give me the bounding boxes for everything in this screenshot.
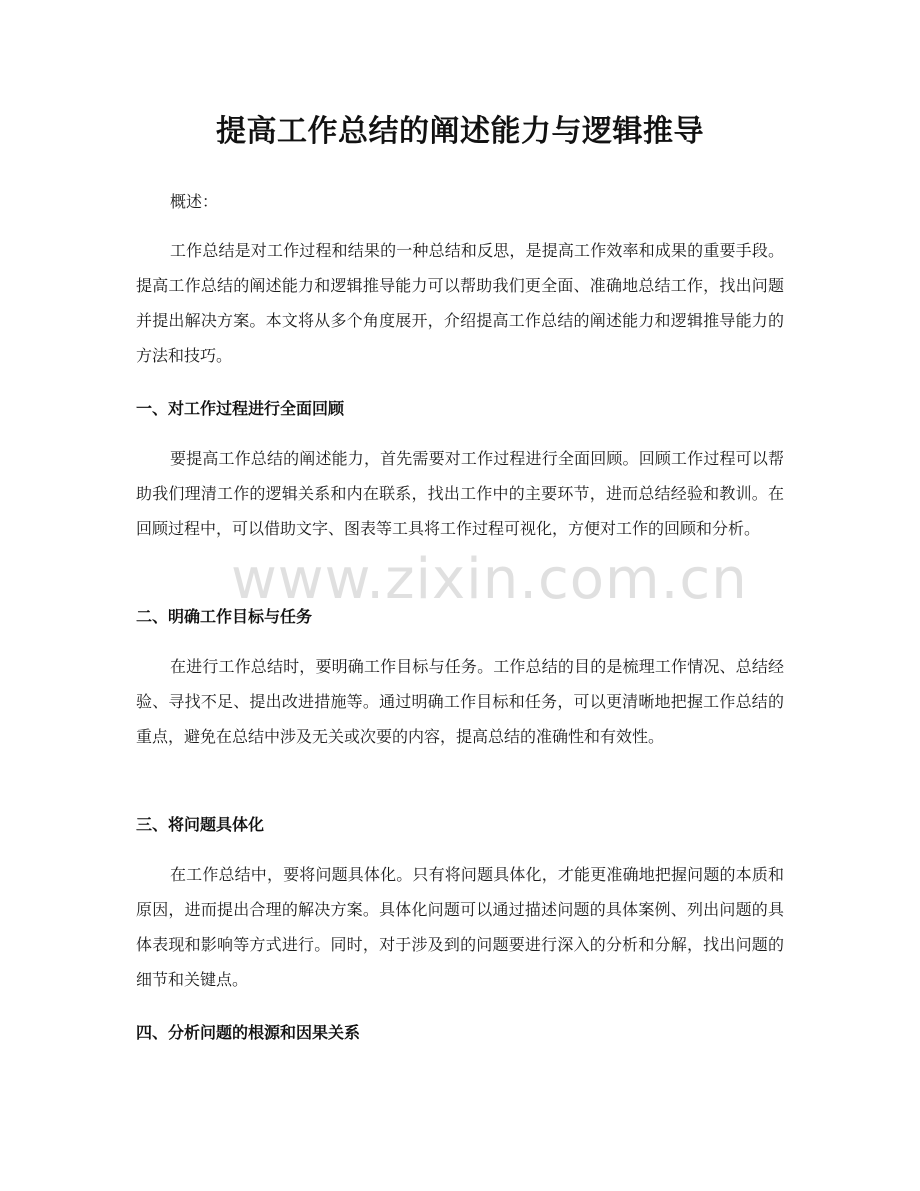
section-1-paragraph: 要提高工作总结的阐述能力，首先需要对工作过程进行全面回顾。回顾工作过程可以帮助我们理清工作的逻辑关系和内在联系，找出工作中的主要环节，进而总结经验和教训。在回顾过程中，可以借助文字、图表等工具将工作过程可视化，方便对工作的回顾和分析。	[136, 449, 784, 538]
section-3-heading: 三、将问题具体化	[136, 815, 265, 834]
overview-label: 概述：	[170, 192, 219, 211]
section-2-paragraph: 在进行工作总结时，要明确工作目标与任务。工作总结的目的是梳理工作情况、总结经验、寻找不足、提出改进措施等。通过明确工作目标和任务，可以更清晰地把握工作总结的重点，避免在总结中涉及无关或次要的内容，提高总结的准确性和有效性。	[136, 657, 784, 746]
intro-paragraph: 工作总结是对工作过程和结果的一种总结和反思，是提高工作效率和成果的重要手段。提高工作总结的阐述能力和逻辑推导能力可以帮助我们更全面、准确地总结工作，找出问题并提出解决方案。本文将从多个角度展开，介绍提高工作总结的阐述能力和逻辑推导能力的方法和技巧。	[136, 241, 784, 365]
section-3-paragraph: 在工作总结中，要将问题具体化。只有将问题具体化，才能更准确地把握问题的本质和原因，进而提出合理的解决方案。具体化问题可以通过描述问题的具体案例、列出问题的具体表现和影响等方式进行。同时，对于涉及到的问题要进行深入的分析和分解，找出问题的细节和关键点。	[136, 865, 784, 989]
section-1-heading: 一、对工作过程进行全面回顾	[136, 399, 345, 418]
document-title: 提高工作总结的阐述能力与逻辑推导	[216, 114, 704, 149]
section-2-heading: 二、明确工作目标与任务	[136, 607, 313, 626]
watermark: www.zixin.com.cn	[231, 547, 748, 612]
section-4-heading: 四、分析问题的根源和因果关系	[136, 1023, 361, 1042]
